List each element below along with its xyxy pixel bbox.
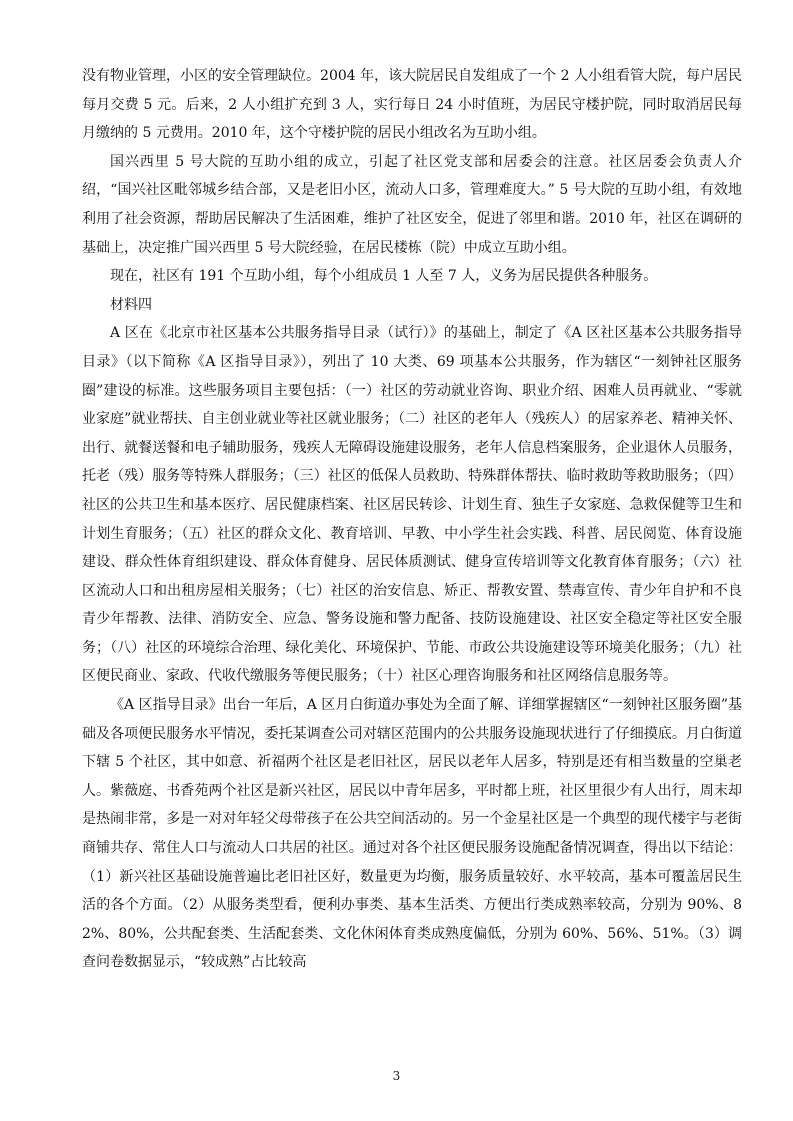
- paragraph-mutual-aid-group: 国兴西里 5 号大院的互助小组的成立，引起了社区党支部和居委会的注意。社区居委会负责人介绍，“国兴社区毗邻城乡结合部，又是老旧小区，流动人口多，管理难度大。” 5 号大院的互助小组，有效地利用了社会资源，帮助居民解决了生活困难，维护了社区安全，促进了邻里和谐。2010 年，社区在调研的基础上，决定推广国兴西里 5 号大院经验，在居民楼栋（院）中成立互助小组。: [82, 153, 742, 256]
- paragraph-survey-results: 《A 区指导目录》出台一年后，A 区月白街道办事处为全面了解、详细掌握辖区“一刻钟社区服务圈”基础及各项便民服务水平情况，委托某调查公司对辖区范围内的公共服务设施现状进行了仔细摸底。月白街道下辖 5 个社区，其中如意、祈福两个社区是老旧社区，居民以老年人居多，特别是还有相当数量的空巢老人。紫薇庭、书香苑两个社区是新兴社区，居民以中青年居多，平时都上班，社区里很少有人出行，周末却是热闹非常，多是一对对年轻父母带孩子在公共空间活动的。另一个金星社区是一个典型的现代楼宇与老街商铺共存、常住人口与流动人口共居的社区。通过对各个社区便民服务设施配备情况调查，得出以下结论：（1）新兴社区基础设施普遍比老旧社区好，数量更为均衡，服务质量较好、水平较高，基本可覆盖居民生活的各个方面。（2）从服务类型看，便利办事类、基本生活类、方便出行类成熟率较高，分别为 90%、82%、80%，公共配套类、生活配套类、文化休闲体育类成熟度偏低，分别为 60%、56%、51%。（3）调查问卷数据显示，“较成熟”占比较高: [82, 697, 742, 971]
- page-number: 3: [392, 1069, 401, 1083]
- paragraph-current-groups: 现在，社区有 191 个互助小组，每个小组成员 1 人至 7 人，义务为居民提供各种服务。: [110, 268, 658, 285]
- paragraph-continuation: 没有物业管理，小区的安全管理缺位。2004 年，该大院居民自发组成了一个 2 人小组看管大院，每户居民每月交费 5 元。后来，2 人小组扩充到 3 人，实行每日 24 小时值班，为居民守楼护院，同时取消居民每月缴纳的 5 元费用。2010 年，这个守楼护院的居民小组改名为互助小组。: [82, 68, 742, 142]
- document-page: [82, 62, 742, 977]
- paragraph-service-directory: A 区在《北京市社区基本公共服务指导目录（试行）》的基础上，制定了《A 区社区基本公共服务指导目录》（以下简称《A 区指导目录》），列出了 10 大类、69 项基本公共服务，作为辖区“一刻钟社区服务圈”建设的标准。这些服务项目主要包括：（一）社区的劳动就业咨询、职业介绍、困难人员再就业、“零就业家庭”就业帮扶、自主创业就业等社区就业服务；（二）社区的老年人（残疾人）的居家养老、精神关怀、出行、就餐送餐和电子辅助服务，残疾人无障碍设施建设服务，老年人信息档案服务，企业退休人员服务，托老（残）服务等特殊人群服务；（三）社区的低保人员救助、特殊群体帮扶、临时救助等救助服务；（四）社区的公共卫生和基本医疗、居民健康档案、社区居民转诊、计划生育、独生子女家庭、急救保健等卫生和计划生育服务；（五）社区的群众文化、教育培训、早教、中小学生社会实践、科普、居民阅览、体育设施建设、群众性体育组织建设、群众体育健身、居民体质测试、健身宣传培训等文化教育体育服务；（六）社区流动人口和出租房屋相关服务；（七）社区的治安信息、矫正、帮教安置、禁毒宣传、青少年自护和不良青少年帮教、法律、消防安全、应急、警务设施和警力配备、技防设施建设、社区安全稳定等社区安全服务；（八）社区的环境综合治理、绿化美化、环境保护、节能、市政公共设施建设等环境美化服务；（九）社区便民商业、家政、代收代缴服务等便民服务；（十）社区心理咨询服务和社区网络信息服务等。: [82, 325, 742, 685]
- section-heading-material-four: 材料四: [110, 296, 152, 313]
